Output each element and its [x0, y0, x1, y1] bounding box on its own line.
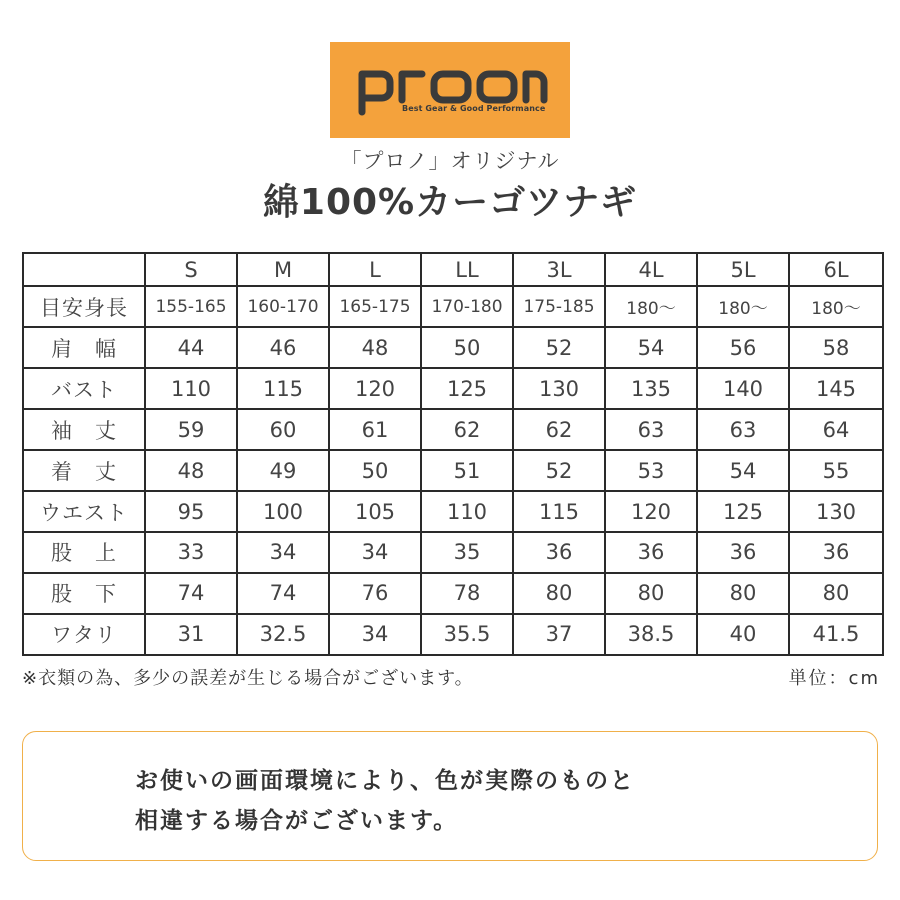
table-cell: 140: [697, 368, 789, 409]
table-cell: 155-165: [145, 286, 237, 327]
table-cell: 61: [329, 409, 421, 450]
table-cell: 52: [513, 327, 605, 368]
table-cell: 58: [789, 327, 883, 368]
table-cell: 74: [237, 573, 329, 614]
table-cell: 32.5: [237, 614, 329, 655]
row-label-cell: ウエスト: [23, 491, 145, 532]
table-cell: 31: [145, 614, 237, 655]
tolerance-note: ※衣類の為、多少の誤差が生じる場合がございます。: [22, 668, 474, 689]
table-cell: 53: [605, 450, 697, 491]
row-label-cell: 目安身長: [23, 286, 145, 327]
table-cell: 50: [329, 450, 421, 491]
table-cell: 120: [605, 491, 697, 532]
table-cell: 50: [421, 327, 513, 368]
table-cell: 95: [145, 491, 237, 532]
table-cell: 170-180: [421, 286, 513, 327]
page-title: 綿100%カーゴツナギ: [262, 182, 638, 223]
table-cell: 60: [237, 409, 329, 450]
table-cell: 125: [421, 368, 513, 409]
table-cell: 180〜: [605, 286, 697, 327]
table-cell: 80: [605, 573, 697, 614]
table-cell: 115: [513, 491, 605, 532]
unit-label: 単位：cm: [788, 668, 880, 689]
size-header-cell: S: [145, 253, 237, 286]
table-row: [23, 532, 883, 573]
header-corner-cell: [23, 253, 145, 286]
table-cell: 125: [697, 491, 789, 532]
table-cell: 33: [145, 532, 237, 573]
table-cell: 76: [329, 573, 421, 614]
table-cell: 80: [789, 573, 883, 614]
table-row: [23, 491, 883, 532]
table-cell: 34: [237, 532, 329, 573]
table-cell: 44: [145, 327, 237, 368]
table-cell: 55: [789, 450, 883, 491]
size-header-cell: 3L: [513, 253, 605, 286]
table-cell: 35: [421, 532, 513, 573]
table-cell: 160-170: [237, 286, 329, 327]
table-cell: 63: [605, 409, 697, 450]
table-cell: 175-185: [513, 286, 605, 327]
table-cell: 80: [513, 573, 605, 614]
table-cell: 54: [605, 327, 697, 368]
table-cell: 37: [513, 614, 605, 655]
table-cell: 48: [329, 327, 421, 368]
size-header-cell: 5L: [697, 253, 789, 286]
table-cell: 130: [789, 491, 883, 532]
table-cell: 36: [513, 532, 605, 573]
brand-logo: [330, 42, 570, 138]
table-cell: 80: [697, 573, 789, 614]
size-header-cell: L: [329, 253, 421, 286]
row-label-cell: 肩 幅: [23, 327, 145, 368]
table-row: [23, 450, 883, 491]
table-cell: 64: [789, 409, 883, 450]
logo-tagline: Best Gear & Good Performance: [402, 104, 546, 113]
table-cell: 59: [145, 409, 237, 450]
table-cell: 48: [145, 450, 237, 491]
table-cell: 180〜: [697, 286, 789, 327]
table-cell: 34: [329, 614, 421, 655]
table-cell: 105: [329, 491, 421, 532]
table-cell: 130: [513, 368, 605, 409]
table-row: [23, 286, 883, 327]
table-row: [23, 409, 883, 450]
table-cell: 78: [421, 573, 513, 614]
row-label-cell: ワタリ: [23, 614, 145, 655]
table-cell: 115: [237, 368, 329, 409]
row-label-cell: 股 下: [23, 573, 145, 614]
size-chart-table: [22, 252, 884, 656]
table-cell: 62: [421, 409, 513, 450]
table-row: [23, 327, 883, 368]
table-cell: 62: [513, 409, 605, 450]
table-row: [23, 368, 883, 409]
size-header-cell: M: [237, 253, 329, 286]
table-cell: 36: [789, 532, 883, 573]
table-cell: 40: [697, 614, 789, 655]
size-header-cell: 4L: [605, 253, 697, 286]
table-cell: 165-175: [329, 286, 421, 327]
table-cell: 180〜: [789, 286, 883, 327]
color-notice-box: [22, 731, 878, 861]
row-label-cell: 着 丈: [23, 450, 145, 491]
size-header-cell: 6L: [789, 253, 883, 286]
table-cell: 41.5: [789, 614, 883, 655]
table-cell: 52: [513, 450, 605, 491]
table-cell: 56: [697, 327, 789, 368]
table-cell: 49: [237, 450, 329, 491]
table-cell: 36: [605, 532, 697, 573]
table-cell: 35.5: [421, 614, 513, 655]
table-cell: 36: [697, 532, 789, 573]
table-cell: 51: [421, 450, 513, 491]
table-cell: 38.5: [605, 614, 697, 655]
notice-line-1: お使いの画面環境により、色が実際のものと: [135, 768, 635, 794]
subtitle: 「プロノ」オリジナル: [340, 149, 560, 173]
table-cell: 54: [697, 450, 789, 491]
table-cell: 74: [145, 573, 237, 614]
size-header-cell: LL: [421, 253, 513, 286]
table-header-row: [23, 253, 883, 286]
proon-wordmark-icon: [330, 42, 570, 138]
table-cell: 110: [145, 368, 237, 409]
table-cell: 100: [237, 491, 329, 532]
row-label-cell: 股 上: [23, 532, 145, 573]
table-cell: 34: [329, 532, 421, 573]
table-cell: 145: [789, 368, 883, 409]
table-cell: 46: [237, 327, 329, 368]
row-label-cell: バスト: [23, 368, 145, 409]
notice-line-2: 相違する場合がございます。: [135, 808, 459, 834]
table-row: [23, 573, 883, 614]
table-cell: 63: [697, 409, 789, 450]
row-label-cell: 袖 丈: [23, 409, 145, 450]
table-cell: 110: [421, 491, 513, 532]
table-row: [23, 614, 883, 655]
table-cell: 135: [605, 368, 697, 409]
table-cell: 120: [329, 368, 421, 409]
